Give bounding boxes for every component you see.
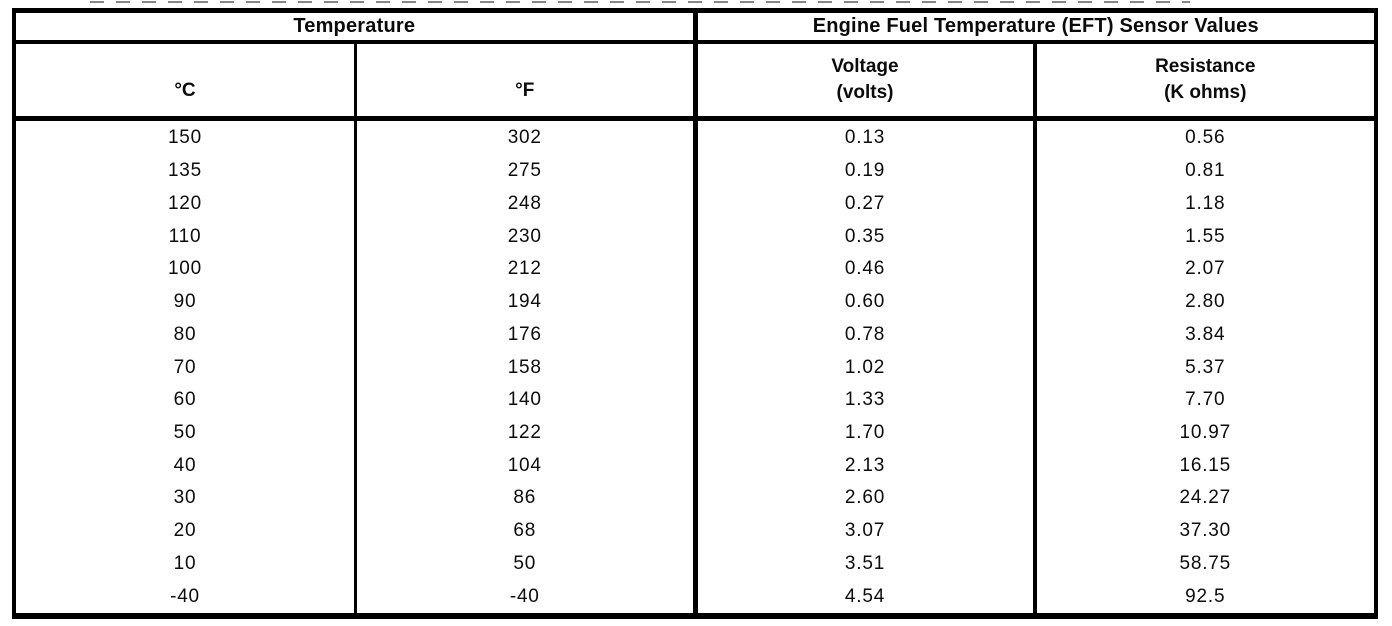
table-cell: 68 <box>356 515 696 548</box>
table-cell: 24.27 <box>1179 487 1232 509</box>
table-cell: 50 <box>356 548 696 581</box>
table-cell: 0.60 <box>695 286 1035 319</box>
table-cell: 230 <box>356 220 696 253</box>
table-row <box>16 119 1374 155</box>
table-cell: 302 <box>356 119 696 155</box>
table-row <box>16 188 1374 221</box>
table-cell: 40 <box>16 449 356 482</box>
table-cell: 2.80 <box>1185 291 1226 313</box>
table-cell: 0.19 <box>695 155 1035 188</box>
col-header-fahrenheit-label: °F <box>515 80 535 102</box>
table-cell: 140 <box>356 384 696 417</box>
table-body <box>16 119 1374 614</box>
table-cell: 2.13 <box>695 449 1035 482</box>
eft-sensor-table-frame <box>12 8 1378 619</box>
table-cell: 5.37 <box>1185 356 1226 378</box>
table-cell: 10 <box>16 548 356 581</box>
table-cell: 0.35 <box>695 220 1035 253</box>
table-cell: 110 <box>16 220 356 253</box>
table-row <box>16 515 1374 548</box>
table-cell: 275 <box>356 155 696 188</box>
table-row <box>16 253 1374 286</box>
col-header-voltage-label: Voltage <box>831 56 899 78</box>
table-cell: 3.84 <box>1185 323 1226 345</box>
table-cell: 20 <box>16 515 356 548</box>
table-row <box>16 319 1374 352</box>
table-cell: 1.02 <box>695 351 1035 384</box>
table-row <box>16 384 1374 417</box>
table-row <box>16 548 1374 581</box>
table-cell: 1.18 <box>1185 193 1226 214</box>
table-cell: 90 <box>16 286 356 319</box>
table-cell: 3.07 <box>695 515 1035 548</box>
table-row <box>16 286 1374 319</box>
table-cell: 0.27 <box>695 188 1035 221</box>
table-cell: 4.54 <box>695 580 1035 613</box>
col-header-fahrenheit <box>356 42 696 119</box>
table-cell: 16.15 <box>1179 454 1232 476</box>
table-row <box>16 155 1374 188</box>
table-cell: 50 <box>16 417 356 450</box>
col-header-voltage <box>695 42 1035 119</box>
group-header-row <box>16 13 1374 42</box>
table-cell: 2.60 <box>695 482 1035 515</box>
table-cell: 30 <box>16 482 356 515</box>
table-cell: 150 <box>16 119 356 155</box>
table-row <box>16 482 1374 515</box>
table-cell: 3.51 <box>695 548 1035 581</box>
table-cell: 120 <box>16 188 356 221</box>
table-cell: 0.46 <box>695 253 1035 286</box>
group-header-temperature: Temperature <box>16 13 695 42</box>
table-cell: 100 <box>16 253 356 286</box>
table-cell: 58.75 <box>1179 552 1232 574</box>
table-cell: 86 <box>356 482 696 515</box>
col-header-celsius-label: °C <box>174 80 196 102</box>
table-cell: 80 <box>16 319 356 352</box>
table-cell: 0.81 <box>1185 160 1226 182</box>
col-header-resistance-label: Resistance <box>1155 56 1256 78</box>
table-cell: 135 <box>16 155 356 188</box>
table-cell: 37.30 <box>1179 520 1232 542</box>
col-header-celsius <box>16 42 356 119</box>
table-row <box>16 449 1374 482</box>
table-cell: -40 <box>356 580 696 613</box>
table-cell: 194 <box>356 286 696 319</box>
group-header-eft-sensor-values: Engine Fuel Temperature (EFT) Sensor Values <box>695 13 1374 42</box>
table-cell: 1.70 <box>695 417 1035 450</box>
table-cell: 0.13 <box>695 119 1035 155</box>
table-row <box>16 220 1374 253</box>
table-cell: 0.56 <box>1185 126 1226 148</box>
column-header-row <box>16 42 1374 119</box>
table-cell: 60 <box>16 384 356 417</box>
table-cell: 176 <box>356 319 696 352</box>
table-cell: 0.78 <box>695 319 1035 352</box>
table-cell: 70 <box>16 351 356 384</box>
table-cell: 10.97 <box>1179 422 1232 444</box>
table-row <box>16 580 1374 613</box>
table-cell: 248 <box>356 188 696 221</box>
table-cell: 2.07 <box>1185 258 1226 280</box>
col-header-resistance <box>1035 42 1375 119</box>
table-cell: 7.70 <box>1185 389 1226 411</box>
eft-sensor-table <box>16 13 1374 613</box>
table-row <box>16 351 1374 384</box>
scan-artifact-line <box>90 1 1190 3</box>
table-cell: 158 <box>356 351 696 384</box>
table-row <box>16 417 1374 450</box>
col-header-voltage-unit: (volts) <box>836 82 894 103</box>
table-cell: 104 <box>356 449 696 482</box>
table-cell: -40 <box>16 580 356 613</box>
table-cell: 92.5 <box>1185 585 1226 607</box>
table-cell: 1.33 <box>695 384 1035 417</box>
table-cell: 1.55 <box>1185 225 1226 247</box>
table-cell: 122 <box>356 417 696 450</box>
table-cell: 212 <box>356 253 696 286</box>
col-header-resistance-unit: (K ohms) <box>1164 82 1247 103</box>
